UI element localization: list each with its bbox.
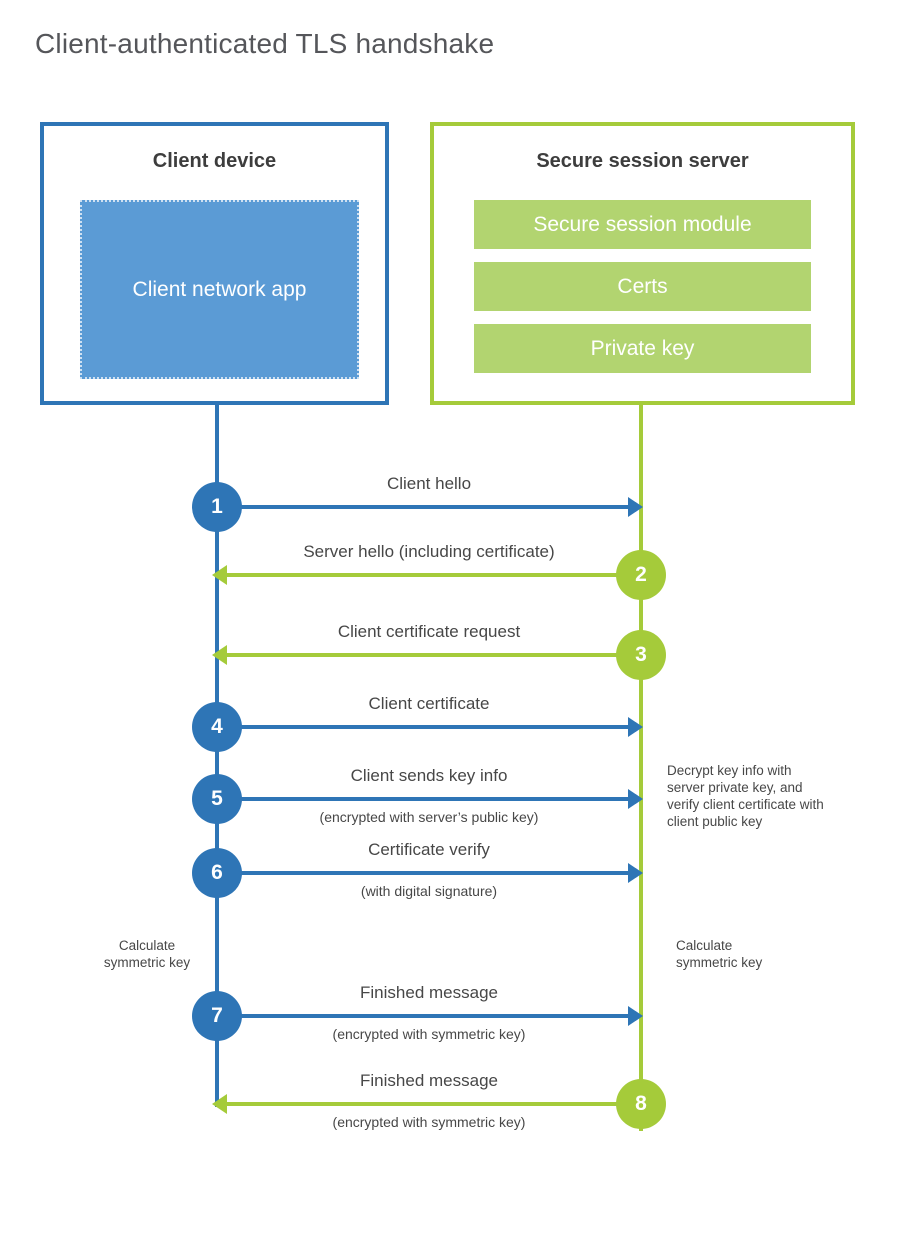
- diagram-title: Client-authenticated TLS handshake: [35, 28, 495, 59]
- message-number-badge: 7: [192, 991, 242, 1041]
- decrypt-key-note: Decrypt key info with server private key, and verify client certificate with client public key: [667, 763, 824, 829]
- server-title: Secure session server: [536, 150, 749, 172]
- client-device-title: Client device: [152, 150, 277, 172]
- message-arrow-line: [217, 797, 629, 801]
- message-number-badge: 2: [616, 550, 666, 600]
- arrowhead-icon: [212, 1094, 227, 1114]
- message-arrow-line: [217, 871, 629, 875]
- client-network-app-box: [80, 200, 359, 379]
- message-number-badge: 5: [192, 774, 242, 824]
- message-arrow-line: [217, 1014, 629, 1018]
- message-label: Client certificate request: [337, 622, 521, 641]
- arrowhead-icon: [628, 789, 643, 809]
- message-number-badge: 1: [192, 482, 242, 532]
- calc-symmetric-key-right: Calculate symmetric key: [676, 938, 763, 970]
- server-module-bar: [474, 324, 811, 373]
- arrowhead-icon: [628, 717, 643, 737]
- message-sublabel: (encrypted with server’s public key): [319, 809, 539, 825]
- message-arrow-line: [227, 573, 641, 577]
- message-arrow-line: [217, 725, 629, 729]
- message-arrow-line: [217, 505, 629, 509]
- arrowhead-icon: [628, 863, 643, 883]
- message-sublabel: (with digital signature): [360, 883, 498, 899]
- message-number-badge: 3: [616, 630, 666, 680]
- arrowhead-icon: [628, 497, 643, 517]
- server-module-label: Secure session module: [533, 212, 752, 236]
- client-device-box: [40, 122, 389, 405]
- arrowhead-icon: [212, 645, 227, 665]
- message-number-badge: 8: [616, 1079, 666, 1129]
- message-label: Server hello (including certificate): [303, 542, 555, 561]
- message-label: Client sends key info: [350, 766, 508, 785]
- arrowhead-icon: [628, 1006, 643, 1026]
- message-arrow-line: [227, 653, 641, 657]
- server-box: [430, 122, 855, 405]
- message-number-badge: 6: [192, 848, 242, 898]
- message-sublabel: (encrypted with symmetric key): [332, 1114, 526, 1130]
- calc-symmetric-key-left: Calculate symmetric key: [103, 938, 191, 970]
- message-sublabel: (encrypted with symmetric key): [332, 1026, 526, 1042]
- message-label: Certificate verify: [368, 840, 490, 859]
- server-module-label: Private key: [590, 336, 695, 360]
- message-label: Finished message: [360, 1071, 498, 1090]
- client-network-app-label: Client network app: [132, 277, 307, 301]
- server-module-bar: [474, 262, 811, 311]
- message-label: Client certificate: [368, 694, 490, 713]
- server-module-label: Certs: [617, 274, 668, 298]
- message-label: Client hello: [386, 474, 472, 493]
- message-number-badge: 4: [192, 702, 242, 752]
- arrowhead-icon: [212, 565, 227, 585]
- server-module-bar: [474, 200, 811, 249]
- message-arrow-line: [227, 1102, 641, 1106]
- message-label: Finished message: [360, 983, 498, 1002]
